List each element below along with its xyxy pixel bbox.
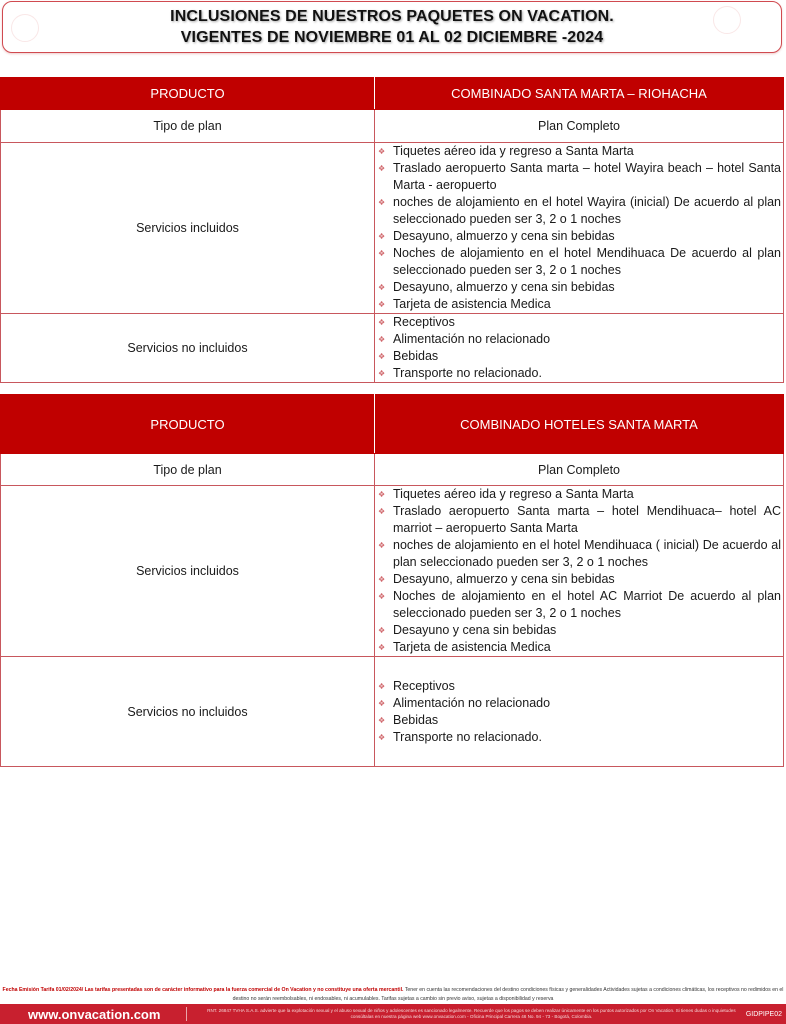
list-item: ❖ Noches de alojamiento en el hotel Mendihuaca De acuerdo al plan seleccionado pueden ser 3, 2 o 1 noches xyxy=(375,245,781,279)
table-header-row xyxy=(1,395,784,454)
sun-decoration-icon xyxy=(11,14,39,42)
list-item: ❖ Noches de alojamiento en el hotel AC Marriot De acuerdo al plan seleccionado pueden ser 3, 2 o 1 noches xyxy=(375,588,781,622)
list-item: ❖ Alimentación no relacionado xyxy=(375,695,781,712)
included-label: Servicios incluidos xyxy=(1,486,375,657)
not-included-list xyxy=(375,314,783,382)
included-list xyxy=(375,143,783,313)
list-item: ❖ Tarjeta de asistencia Medica xyxy=(375,296,781,313)
not-included-cell xyxy=(375,314,784,383)
list-item: ❖ noches de alojamiento en el hotel Wayira (inicial) De acuerdo al plan seleccionado pueden ser 3, 2 o 1 noches xyxy=(375,194,781,228)
plan-value: Plan Completo xyxy=(375,110,784,143)
package-table-1 xyxy=(0,77,784,383)
document-code: GIDPIPE02 xyxy=(745,1010,782,1018)
page-title-line1: INCLUSIONES DE NUESTROS PAQUETES ON VACATION. xyxy=(170,8,614,25)
page-title-line2: VIGENTES DE NOVIEMBRE 01 AL 02 DICIEMBRE -2024 xyxy=(180,29,604,46)
footer-bar xyxy=(0,1004,786,1024)
footer-disclaimer-rest: Tener en cuenta las recomendaciones del destino condiciones físicas y generalidades Actividades sujetas a condiciones climáticas, los receptivos no redimidos en el destino no serán reembolsables, ni endosables, ni acumulables. Tarifas sujetas a cambio sin previo aviso, sujetas a disponibilidad y reserva xyxy=(232,987,784,1002)
list-item: ❖ Transporte no relacionado. xyxy=(375,729,781,746)
table-header-row xyxy=(1,78,784,110)
list-item: ❖ Receptivos xyxy=(375,314,781,331)
footer-disclaimer xyxy=(0,986,786,1004)
not-included-row xyxy=(1,314,784,383)
included-cell xyxy=(375,143,784,314)
included-label: Servicios incluidos xyxy=(1,143,375,314)
website-link[interactable]: www.onvacation.com xyxy=(28,1006,161,1022)
plan-label: Tipo de plan xyxy=(1,110,375,143)
list-item: ❖ Desayuno y cena sin bebidas xyxy=(375,622,781,639)
header-package-name: COMBINADO SANTA MARTA – RIOHACHA xyxy=(375,78,784,110)
list-item: ❖ Desayuno, almuerzo y cena sin bebidas xyxy=(375,279,781,296)
package-table-2 xyxy=(0,394,784,767)
list-item: ❖ Traslado aeropuerto Santa marta – hotel Mendihuaca– hotel AC marriot – aeropuerto Santa Marta xyxy=(375,503,781,537)
list-item: ❖ Bebidas xyxy=(375,712,781,729)
sun-decoration-icon xyxy=(713,6,741,34)
plan-label: Tipo de plan xyxy=(1,454,375,486)
list-item: ❖ Tiquetes aéreo ida y regreso a Santa Marta xyxy=(375,486,781,503)
list-item: ❖ Tarjeta de asistencia Medica xyxy=(375,639,781,656)
footer-legal-text: RNT. 26847 TVHA S.A.S. advierte que la explotación sexual y el abuso sexual de niños y adolescentes es sancionado legalmente. Recuerde que los pagos se deben realizar únicamente en los puntos autorizados por On Vacation. Si tienes dudas o inquietudes consúltalas en nuestra página web www.onvacation.com - Oficina Principal Carrera 46 No. 94 - 73 - Bogotá, Colombia. xyxy=(207,1008,736,1019)
plan-value: Plan Completo xyxy=(375,454,784,486)
header-producto: PRODUCTO xyxy=(1,78,375,110)
footer-divider xyxy=(186,1007,187,1021)
not-included-label: Servicios no incluidos xyxy=(1,314,375,383)
included-row xyxy=(1,486,784,657)
not-included-cell xyxy=(375,657,784,767)
plan-row xyxy=(1,110,784,143)
list-item: ❖ noches de alojamiento en el hotel Mendihuaca ( inicial) De acuerdo al plan seleccionado pueden ser 3, 2 o 1 noches xyxy=(375,537,781,571)
included-cell xyxy=(375,486,784,657)
footer-disclaimer-red: Fecha Emisión Tarifa 01/02/2024/ Las tarifas presentadas son de carácter informativo para la fuerza comercial de On Vacation y no constituye una oferta mercantil. xyxy=(2,987,404,993)
included-list xyxy=(375,486,783,656)
list-item: ❖ Alimentación no relacionado xyxy=(375,331,781,348)
not-included-list xyxy=(375,678,783,746)
title-banner xyxy=(2,1,782,53)
list-item: ❖ Traslado aeropuerto Santa marta – hotel Wayira beach – hotel Santa Marta - aeropuerto xyxy=(375,160,781,194)
list-item: ❖ Desayuno, almuerzo y cena sin bebidas xyxy=(375,571,781,588)
not-included-row xyxy=(1,657,784,767)
list-item: ❖ Tiquetes aéreo ida y regreso a Santa Marta xyxy=(375,143,781,160)
included-row xyxy=(1,143,784,314)
not-included-label: Servicios no incluidos xyxy=(1,657,375,767)
list-item: ❖ Transporte no relacionado. xyxy=(375,365,781,382)
plan-row xyxy=(1,454,784,486)
list-item: ❖ Bebidas xyxy=(375,348,781,365)
header-package-name: COMBINADO HOTELES SANTA MARTA xyxy=(375,395,784,454)
list-item: ❖ Receptivos xyxy=(375,678,781,695)
header-producto: PRODUCTO xyxy=(1,395,375,454)
list-item: ❖ Desayuno, almuerzo y cena sin bebidas xyxy=(375,228,781,245)
